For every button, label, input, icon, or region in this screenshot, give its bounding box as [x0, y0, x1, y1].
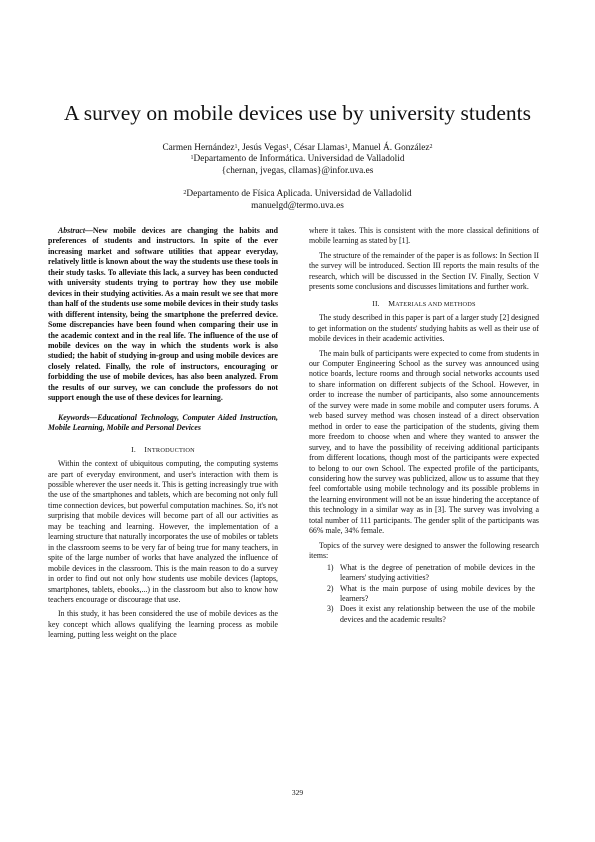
- email-1: {chernan, jvegas, cllamas}@infor.uva.es: [221, 165, 374, 176]
- right-column: [309, 226, 539, 625]
- research-item: 2) What is the main purpose of using mobile devices by the learners?: [327, 583, 535, 603]
- author-names: Carmen Hernández$^1$, Jesús Vegas$^1$, César Llamas$^1$, Manuel Á. González$^2$: [162, 143, 433, 153]
- affiliation-2: $^2$Departamento de Física Aplicada. Universidad de Valladolid: [183, 189, 412, 200]
- methods-paragraph-1: The study described in this paper is part of a larger study [2] designed to get information on the students' studying habits as well as their use of mobile devices in their academic activities.: [309, 313, 539, 344]
- research-item: 1) What is the degree of penetration of mobile devices in the learners' studying activities?: [327, 562, 535, 583]
- author-block: [0, 143, 595, 212]
- affiliation-1: $^1$Departamento de Informática. Universidad de Valladolid: [190, 154, 405, 165]
- intro-paragraph-1: Within the context of ubiquitous computing, the computing systems are part of everyday environment, and user's interaction with them is possible wherever the user needs it. This is getting increasingly true with the use of the smartphones and tablets, which are becoming not only full time connection devices, but powerful computation machines. So, it's not surprising that mobile devices will become part of all our activities as may be teaching and learning. However, the implementation of a learning structure that naturally incorporates the use of mobiles or tablets in the classroom seems to be very far of being true for many teachers, in spite of the large number of works that have analyzed the influence of mobile devices in the classroom. This is the main reason to do a survey in order to find out not only how students use mobile devices (laptops, smartphones, tablets, ebooks,...) in the classroom but also to know how teachers encourage or discourage that use.: [48, 459, 278, 604]
- methods-paragraph-3: Topics of the survey were designed to answer the following research items:: [309, 540, 539, 561]
- structure-paragraph: The structure of the remainder of the paper is as follows: In Section II the survey will be introduced. Section III reports the main results of the research, which will be discussed in the Section IV. Finally, Section V presents some conclusions and discusses limitations and further work.: [309, 250, 539, 292]
- keywords: Keywords—Educational Technology, Computer Aided Instruction, Mobile Learning, Mobile and Personal Devices: [48, 412, 278, 433]
- left-column: [48, 226, 278, 645]
- methods-paragraph-2: The main bulk of participants were expected to come from students in our Computer Engineering School as the survey was announced using notice boards, lecture rooms and through social networks accounts used to share information on different subjects of the School. However, in order to increase the number of participants, also some announcements of the survey were made in some mobile and computer users forums. A web based survey method was chosen instead of a direct observation method in order to ease the participation of the students, giving them more freedom to choose when and where they wanted to answer the survey, and to have the possibility of receiving additional participants from different locations, though most of the participants were expected to belong to our own School. The expected profile of the participants, considering how the survey was publicized, allow us to assume that they feel comfortable using mobile technology and its possible problems in the learning environment will not be an issue hindering the acceptance of this technology in a similar way as in [3]. The survey was involving a total number of 111 participants. The gender split of the participants was 66% male, 34% female.: [309, 348, 539, 536]
- email-2: manuelgd@termo.uva.es: [251, 200, 344, 211]
- intro-paragraph-continued: where it takes. This is consistent with the more classical definitions of mobile learning as stated by [1].: [309, 226, 539, 246]
- research-item: 3) Does it exist any relationship between the use of the mobile devices and the academic results?: [327, 604, 535, 624]
- abstract: Abstract—New mobile devices are changing the habits and preferences of students and instructors. In spite of the ever increasing market and software utilities that appear everyday, relatively little is known about the way the students use these tools in their study tasks. To alleviate this lack, a survey has been conducted with university students trying to portray how they use mobile devices in their studying activities. As a main result we see that more than half of the students use some mobile devices in their study tasks with different intensity, being the smartphone the preferred device. Some discrepancies have been found when comparing their use in the academic context and in the real life. The influence of the use of mobile devices on the way in which the students work is also studied; the habit of studying in-group and using mobile devices are closely related. Finally, the role of instructors, encouraging or forbidding the use of mobile devices, has also been analyzed. From the results of our survey, we can conclude the professors do not support enough the use of these devices for learning.: [48, 226, 278, 403]
- paper-title: A survey on mobile devices use by university students: [64, 101, 531, 125]
- intro-paragraph-2: In this study, it has been considered the use of mobile devices as the key concept which allows qualifying the learning process as mobile learning, putting less weight on the place: [48, 609, 278, 640]
- section-heading-introduction: I. INTRODUCTION: [131, 444, 195, 454]
- page-number: 329: [291, 788, 304, 797]
- section-heading-materials-methods: II. MATERIALS AND METHODS: [372, 298, 476, 308]
